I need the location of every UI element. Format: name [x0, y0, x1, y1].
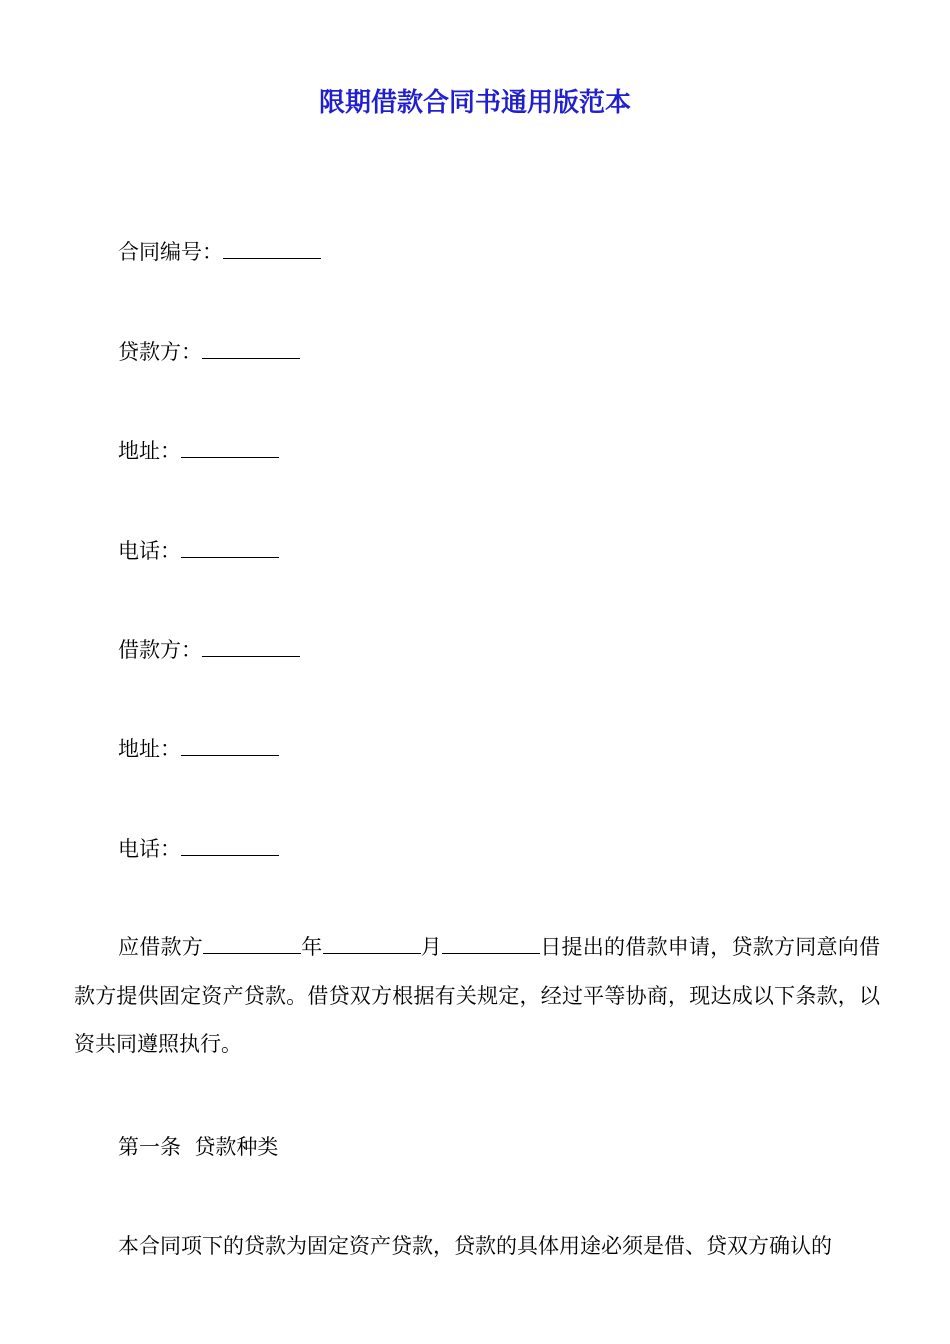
blank-line — [181, 535, 279, 558]
field-label: 借款方： — [118, 638, 202, 662]
lender-field — [118, 336, 300, 367]
field-label: 贷款方： — [118, 340, 202, 364]
intro-text-rest: 日提出的借款申请，贷款方同意向借款方提供固定资产贷款。借贷双方根据有关规定，经过平等协商，现达成以下条款，以资共同遵照执行。 — [74, 935, 880, 1056]
blank-line — [202, 634, 300, 657]
intro-text-1: 应借款方 — [118, 935, 203, 959]
borrower-address-field — [118, 733, 279, 764]
blank-line — [202, 336, 300, 359]
article-1-heading: 第一条 贷款种类 — [118, 1135, 279, 1159]
contract-number-field — [118, 236, 321, 267]
lender-phone-field — [118, 535, 279, 566]
borrower-field — [118, 634, 300, 665]
blank-line — [181, 733, 279, 756]
borrower-phone-field — [118, 833, 279, 864]
field-label: 合同编号： — [118, 240, 223, 264]
blank-line — [181, 833, 279, 856]
field-label: 电话： — [118, 539, 181, 563]
intro-text-year: 年 — [301, 935, 323, 959]
article-1-body: 本合同项下的贷款为固定资产贷款，贷款的具体用途必须是借、贷双方确认的 — [118, 1234, 832, 1258]
field-label: 地址： — [118, 439, 181, 463]
field-label: 电话： — [118, 837, 181, 861]
blank-month — [323, 931, 421, 954]
document-title: 限期借款合同书通用版范本 — [318, 88, 631, 118]
blank-year — [203, 931, 301, 954]
lender-address-field — [118, 435, 279, 466]
intro-text-month: 月 — [420, 935, 442, 959]
blank-line — [223, 236, 321, 259]
field-label: 地址： — [118, 737, 181, 761]
blank-day — [442, 931, 540, 954]
blank-line — [181, 435, 279, 458]
intro-paragraph — [74, 923, 880, 1069]
